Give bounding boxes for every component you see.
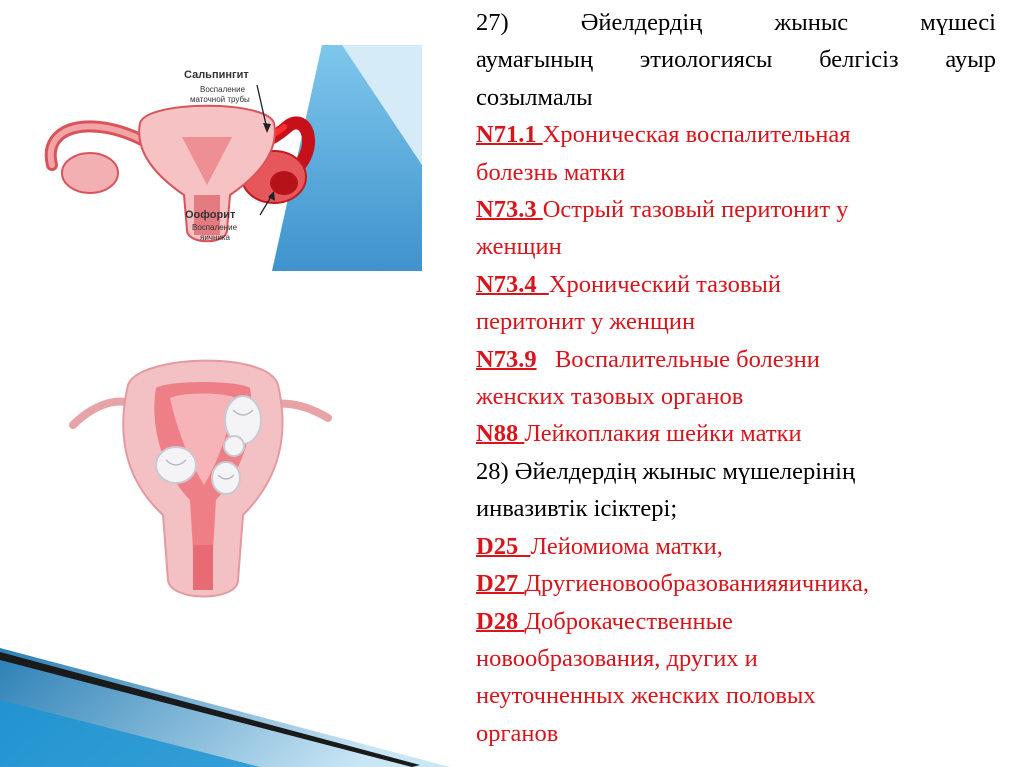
salpingitis-label: Сальпингит [184, 69, 249, 81]
code-entry-n71-1: N71.1 Хроническая воспалительная [476, 121, 851, 149]
heading-28-line2: инвазивтік ісіктері; [476, 495, 678, 523]
heading-27-line1: 27) Әйелдердің жыныс мүшесі [476, 9, 996, 36]
code-n73-9: N73.9 [476, 345, 537, 373]
code-n88: N88 [476, 420, 525, 448]
code-n73-3: N73.3 [476, 196, 543, 224]
salpingitis-figure [22, 45, 422, 271]
code-n71-1: N71.1 [476, 121, 543, 149]
code-entry-n73-3: N73.3 Острый тазовый перитонит у [476, 196, 849, 224]
code-n73-4: N73.4 [476, 270, 549, 298]
code-entry-d28-cont-2: неуточненных женских половых [476, 682, 816, 710]
uterine-fibroids-figure [58, 340, 344, 612]
oophoritis-caption-1: Воспаление [192, 223, 238, 232]
code-entry-n88: N88 Лейкоплакия шейки матки [476, 420, 802, 448]
code-entry-d25: D25 Лейомиома матки, [476, 532, 723, 560]
salpingitis-caption-2: маточной трубы [190, 95, 250, 104]
heading-28-line1: 28) Әйелдердің жыныс мүшелерінің [476, 457, 856, 485]
code-entry-n71-1-cont: болезнь матки [476, 158, 626, 186]
heading-27-line2: аумағының этиологиясы белгісіз ауыр [476, 46, 996, 74]
code-entry-n73-3-cont: женщин [476, 233, 562, 261]
code-entry-n73-4: N73.4 Хронический тазовый [476, 270, 781, 298]
salpingitis-caption-1: Воспаление [200, 85, 246, 94]
code-entry-d27: D27 Другиеновообразованияяичника, [476, 570, 869, 598]
oophoritis-caption-2: яичника [200, 233, 230, 242]
code-entry-d28-cont-1: новообразования, других и [476, 644, 758, 672]
heading-27-line3: созылмалы [476, 83, 593, 111]
code-d28: D28 [476, 607, 525, 635]
icd-code-text [476, 4, 996, 752]
code-d25: D25 [476, 532, 531, 560]
code-d27: D27 [476, 570, 525, 598]
oophoritis-label: Оофорит [185, 209, 236, 221]
code-entry-d28: D28 Доброкачественные [476, 607, 733, 635]
code-entry-n73-4-cont: перитонит у женщин [476, 308, 696, 336]
code-entry-d28-cont-3: органов [476, 719, 559, 747]
code-entry-n73-9: N73.9 Воспалительные болезни [476, 345, 820, 373]
code-entry-n73-9-cont: женских тазовых органов [476, 383, 744, 411]
